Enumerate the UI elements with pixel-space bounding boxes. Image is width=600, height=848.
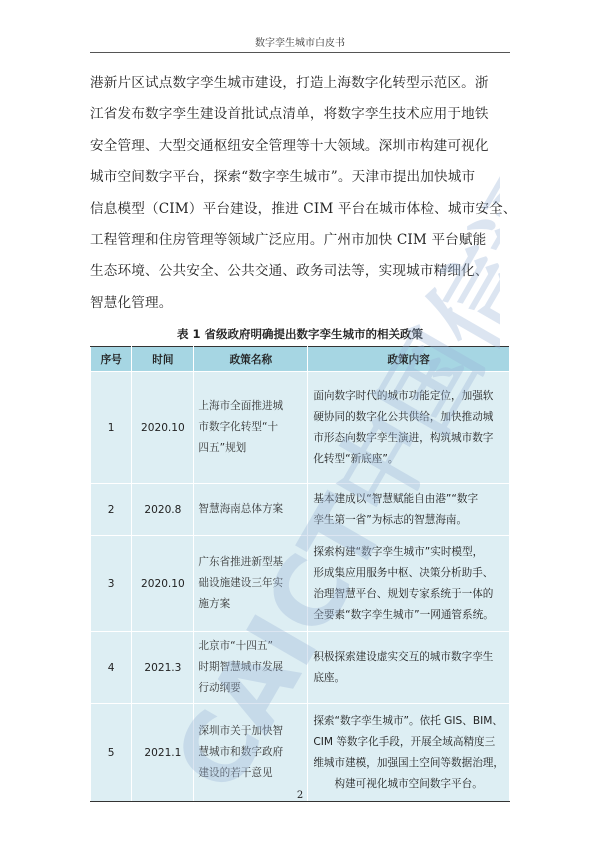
content-line: 基本建成以“智慧赋能自由港”“数字 <box>313 492 479 505</box>
cell-time: 2020.8 <box>132 484 194 536</box>
cell-time: 2020.10 <box>132 536 194 632</box>
paragraph-line: 信息模型（CIM）平台建设，推进 CIM 平台在城市体检、城市安全、 <box>90 200 517 217</box>
paragraph-line: 智慧化管理。 <box>90 294 173 311</box>
content-line: 全要素“数字孪生城市”一网通管系统。 <box>313 608 494 621</box>
cell-no: 5 <box>91 704 132 802</box>
content-line: 探索“数字孪生城市”。依托 GIS、BIM、 <box>313 714 503 727</box>
name-line: 智慧海南总体方案 <box>198 503 284 515</box>
table-row <box>91 704 510 802</box>
cell-policy-content <box>308 536 510 632</box>
cell-policy-name <box>194 536 308 632</box>
name-line: 础设施建设三年实 <box>198 577 284 589</box>
name-line: 行动纲要 <box>198 682 241 694</box>
cell-policy-name <box>194 372 308 484</box>
header-no: 序号 <box>91 347 132 372</box>
content-line: 硬协同的数字化公共供给，加快推动城 <box>313 410 494 423</box>
cell-policy-content <box>308 704 510 802</box>
content-line: 探索构建“数字孪生城市”实时模型， <box>313 545 484 558</box>
table-row <box>91 536 510 632</box>
name-line: 时期智慧城市发展 <box>198 661 284 673</box>
paragraph-line: 江省发布数字孪生建设首批试点清单，将数字孪生技术应用于地铁 <box>90 106 489 123</box>
name-line: 建设的若干意见 <box>198 767 273 779</box>
content-line: 治理智慧平台、规划专家系统于一体的 <box>313 587 494 600</box>
policy-table <box>90 346 510 802</box>
cell-time: 2021.3 <box>132 632 194 704</box>
header-policy-content: 政策内容 <box>308 347 510 372</box>
content-line: 形成集应用服务中枢、决策分析助手、 <box>313 566 494 579</box>
content-line: 底座。 <box>313 671 346 684</box>
name-line: 上海市全面推进城 <box>198 400 284 412</box>
content-line: 维城市建模，加强国土空间等数据治理， <box>313 756 504 769</box>
content-line: 孪生第一省”为标志的智慧海南。 <box>313 513 468 526</box>
cell-no: 4 <box>91 632 132 704</box>
cell-policy-content <box>308 372 510 484</box>
name-line: 四五”规划 <box>198 442 247 454</box>
paragraph-line: 安全管理、大型交通枢纽安全管理等十大领域。深圳市构建可视化 <box>90 137 489 154</box>
paragraph-line: 生态环境、公共安全、公共交通、政务司法等，实现城市精细化、 <box>90 263 489 280</box>
cell-policy-name <box>194 484 308 536</box>
body-paragraph <box>90 68 517 319</box>
cell-no: 3 <box>91 536 132 632</box>
cell-time: 2021.1 <box>132 704 194 802</box>
table-caption: 表 1 省级政府明确提出数字孪生城市的相关政策 <box>176 327 423 341</box>
content-line: 积极探索建设虚实交互的城市数字孪生 <box>313 650 494 663</box>
content-line: 面向数字时代的城市功能定位，加强软 <box>313 389 494 402</box>
content-line: 化转型“新底座”。 <box>313 452 399 465</box>
cell-no: 2 <box>91 484 132 536</box>
table-row <box>91 484 510 536</box>
table-row <box>91 632 510 704</box>
header-time: 时间 <box>132 347 194 372</box>
name-line: 慧城市和数字政府 <box>198 746 284 758</box>
cell-policy-name <box>194 704 308 802</box>
content-line: 构建可视化城市空间数字平台。 <box>334 777 483 790</box>
cell-policy-content <box>308 484 510 536</box>
content-line: 市形态向数字孪生演进，构筑城市数字 <box>313 431 494 444</box>
name-line: 市数字化转型“十 <box>198 421 279 433</box>
page-number: 2 <box>296 790 304 801</box>
paragraph-line: 工程管理和住房管理等领域广泛应用。广州市加快 CIM 平台赋能 <box>90 232 487 249</box>
paragraph-line: 港新片区试点数字孪生城市建设，打造上海数字化转型示范区。浙 <box>90 75 489 91</box>
header-policy-name: 政策名称 <box>194 347 308 372</box>
name-line: 广东省推进新型基 <box>198 556 284 568</box>
header-title: 数字孪生城市白皮书 <box>255 38 345 49</box>
cell-time: 2020.10 <box>132 372 194 484</box>
table-header-row <box>91 347 510 372</box>
cell-no: 1 <box>91 372 132 484</box>
cell-policy-content <box>308 632 510 704</box>
cell-policy-name <box>194 632 308 704</box>
header-rule <box>90 52 510 53</box>
name-line: 北京市“十四五” <box>198 640 273 652</box>
content-line: CIM 等数字化手段，开展全域高精度三 <box>313 735 496 748</box>
paragraph-line: 城市空间数字平台，探索“数字孪生城市”。天津市提出加快城市 <box>90 169 476 186</box>
name-line: 施方案 <box>198 598 231 610</box>
table-row <box>91 372 510 484</box>
name-line: 深圳市关于加快智 <box>198 725 284 737</box>
